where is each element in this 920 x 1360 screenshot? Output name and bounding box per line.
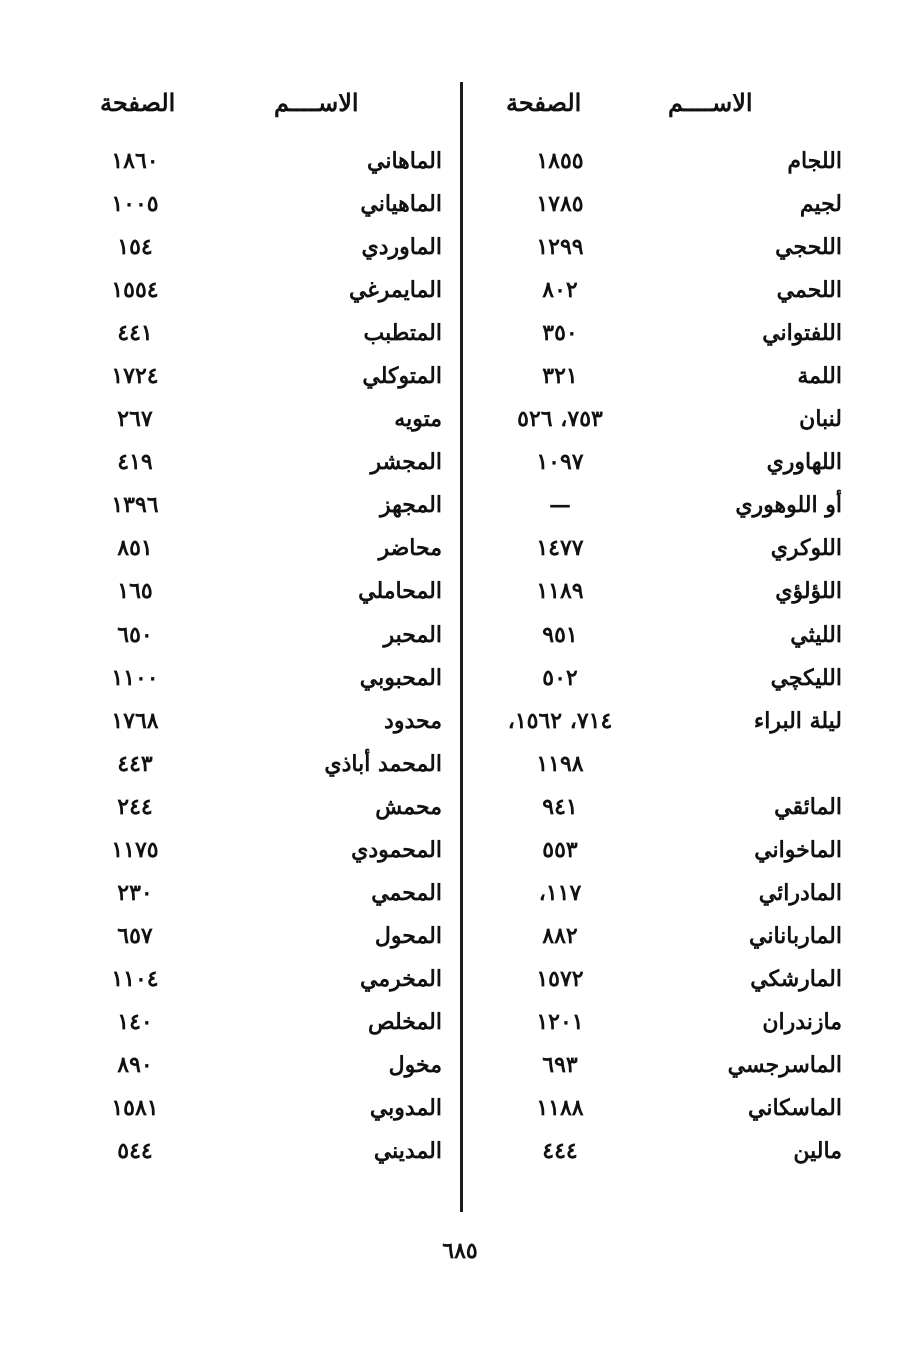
entry-page: ١٤٠ xyxy=(117,1008,153,1035)
entry-page: ٣٥٠ xyxy=(542,320,578,347)
entry-page: ٩٤١ xyxy=(542,793,578,820)
index-entry xyxy=(470,706,842,749)
entry-name: المحبوبي xyxy=(359,664,442,691)
entry-name: المايمرغي xyxy=(348,277,442,304)
right-name-header: الاســــم xyxy=(668,88,753,117)
left-name-header: الاســــم xyxy=(274,88,359,117)
entry-name: المديني xyxy=(373,1138,442,1165)
index-entry xyxy=(80,878,442,921)
entry-page: ٨٥١ xyxy=(117,535,153,562)
entry-name: اللوكري xyxy=(770,535,842,562)
index-entry xyxy=(470,663,842,706)
entry-name: المتوكلي xyxy=(362,363,442,390)
entry-page: ٨٠٢ xyxy=(542,277,578,304)
right-index-column xyxy=(470,146,842,1179)
index-entry xyxy=(80,792,442,835)
entry-name: الماهاني xyxy=(366,148,442,174)
entry-page: ٢٤٤ xyxy=(117,793,153,820)
index-entry xyxy=(80,232,442,275)
index-entry xyxy=(470,921,842,964)
index-entry xyxy=(470,1093,842,1136)
entry-name: متويه xyxy=(394,406,442,433)
entry-name: الماسرجسي xyxy=(727,1051,842,1078)
index-entry xyxy=(80,146,442,189)
index-entry xyxy=(80,1007,442,1050)
entry-page: ٦٩٣ xyxy=(542,1051,578,1078)
entry-name: الليثي xyxy=(790,621,842,648)
entry-page: ١٠٩٧ xyxy=(536,449,584,476)
entry-name: مخول xyxy=(388,1051,442,1078)
entry-name: مازندران xyxy=(762,1008,842,1035)
entry-name: محمش xyxy=(375,793,442,820)
left-page-header: الصفحة xyxy=(100,88,176,117)
entry-name: محدود xyxy=(384,707,442,734)
index-entry xyxy=(80,361,442,404)
index-entry xyxy=(80,1136,442,1179)
entry-page: ١٦٥ xyxy=(117,578,153,605)
index-entry xyxy=(470,620,842,663)
entry-name: اللمة xyxy=(797,363,842,390)
entry-page: ١٨٥٥ xyxy=(536,148,584,174)
entry-name: المجهز xyxy=(379,492,442,519)
entry-page: ٤٤٣ xyxy=(117,750,153,777)
index-entry xyxy=(470,835,842,878)
entry-page: ١١٨٩ xyxy=(536,578,584,605)
entry-page: ٦٥٧ xyxy=(117,922,153,949)
entry-page: ٩٥١ xyxy=(542,621,578,648)
entry-page: ١١٠٤ xyxy=(111,965,159,992)
entry-page: ١١٧٥ xyxy=(111,836,159,863)
index-entry xyxy=(470,1136,842,1179)
entry-page: ٥٠٢ xyxy=(542,664,578,691)
entry-name: المدوبي xyxy=(369,1095,442,1122)
entry-page: ٨٩٠ xyxy=(117,1051,153,1078)
entry-page: ٢٣٠ xyxy=(117,879,153,906)
index-entry xyxy=(80,1093,442,1136)
index-entry xyxy=(470,878,842,921)
entry-name: اللحجي xyxy=(775,234,842,261)
entry-name: المحمودي xyxy=(351,836,442,863)
index-entry xyxy=(80,620,442,663)
entry-name: الماسكاني xyxy=(748,1095,842,1122)
entry-page: ٤٤١ xyxy=(117,320,153,347)
entry-page: ٧١٤، ١٥٦٢، xyxy=(507,707,613,734)
entry-page: ٣٢١ xyxy=(542,363,578,390)
entry-name: المائقي xyxy=(774,793,842,820)
entry-name: لنبان xyxy=(799,406,842,433)
index-entry xyxy=(470,1007,842,1050)
entry-page: ١١٧، xyxy=(538,879,582,906)
index-entry xyxy=(470,275,842,318)
entry-page: ١٧٢٤ xyxy=(111,363,159,390)
index-entry xyxy=(80,533,442,576)
entry-name: الماخواني xyxy=(754,836,842,863)
index-entry xyxy=(80,663,442,706)
entry-page: ٥٥٣ xyxy=(542,836,578,863)
index-entry xyxy=(80,835,442,878)
entry-page: ١٥٧٢ xyxy=(536,965,584,992)
entry-name: لجيم xyxy=(799,191,842,218)
entry-name: الماهياني xyxy=(360,191,442,218)
index-entry xyxy=(470,533,842,576)
index-entry xyxy=(470,447,842,490)
entry-page: ١٢٩٩ xyxy=(536,234,584,261)
index-entry xyxy=(470,576,842,619)
entry-name: اللؤلؤي xyxy=(775,578,842,605)
index-entry xyxy=(80,189,442,232)
entry-name: المادرائي xyxy=(758,879,842,906)
entry-page: ١٨٦٠ xyxy=(111,148,159,174)
entry-name: المحمد أباذي xyxy=(324,750,442,777)
right-page-header: الصفحة xyxy=(506,88,582,117)
entry-page: ٨٨٢ xyxy=(542,922,578,949)
entry-name: المحاملي xyxy=(358,578,442,605)
entry-page: ٤١٩ xyxy=(117,449,153,476)
index-entry xyxy=(80,490,442,533)
index-entry xyxy=(80,404,442,447)
entry-page: ١١٨٨ xyxy=(536,1095,584,1122)
entry-name: المحول xyxy=(374,922,442,949)
entry-page: ١٥٨١ xyxy=(111,1095,159,1122)
entry-page: ١٤٧٧ xyxy=(536,535,584,562)
entry-page: ١٣٩٦ xyxy=(111,492,159,519)
entry-page: ٢٦٧ xyxy=(117,406,153,433)
entry-name: المتطبب xyxy=(363,320,442,347)
entry-name: أو اللوهوري xyxy=(735,492,842,519)
index-entry xyxy=(80,749,442,792)
entry-page: ١٢٠١ xyxy=(536,1008,584,1035)
entry-page: ١٧٨٥ xyxy=(536,191,584,218)
entry-page: ٥٤٤ xyxy=(117,1138,153,1165)
index-entry xyxy=(80,706,442,749)
entry-name: مالين xyxy=(793,1138,842,1165)
entry-page: ١٠٠٥ xyxy=(111,191,159,218)
index-entry xyxy=(80,921,442,964)
index-entry xyxy=(80,275,442,318)
entry-name: المحبر xyxy=(383,621,442,648)
entry-name: ليلة البراء xyxy=(753,707,842,734)
index-entry xyxy=(470,232,842,275)
index-entry xyxy=(470,1050,842,1093)
index-entry xyxy=(470,361,842,404)
entry-name: الليكچي xyxy=(770,664,842,691)
entry-name: الماوردي xyxy=(361,234,442,261)
entry-name: محاضر xyxy=(378,535,442,562)
index-entry xyxy=(470,189,842,232)
index-entry xyxy=(470,964,842,1007)
index-entry xyxy=(470,146,842,189)
entry-name: المارباناني xyxy=(749,922,842,949)
entry-name: اللهاوري xyxy=(766,449,842,476)
entry-name: المخرمي xyxy=(360,965,442,992)
index-entry xyxy=(470,792,842,835)
entry-page: ١٧٦٨ xyxy=(111,707,159,734)
index-entry xyxy=(80,964,442,1007)
entry-page: ١٥٥٤ xyxy=(111,277,159,304)
index-entry xyxy=(80,447,442,490)
index-entry xyxy=(470,490,842,533)
page-number: ٦٨٥ xyxy=(442,1238,478,1264)
index-entry xyxy=(80,576,442,619)
entry-name: المحمي xyxy=(371,879,442,906)
entry-name: اللجام xyxy=(787,148,842,174)
index-entry xyxy=(470,404,842,447)
entry-name: المارشكي xyxy=(750,965,842,992)
entry-name: المخلص xyxy=(368,1008,442,1035)
entry-page: ٧٥٣، ٥٢٦ xyxy=(517,406,603,433)
entry-page: ١١٩٨ xyxy=(536,750,584,777)
index-entry xyxy=(80,318,442,361)
index-entry xyxy=(470,318,842,361)
entry-page: — xyxy=(549,492,571,519)
left-index-column xyxy=(80,146,442,1179)
entry-page: ٦٥٠ xyxy=(117,621,153,648)
entry-page: ١١٠٠ xyxy=(111,664,159,691)
entry-name: اللفتواني xyxy=(762,320,842,347)
entry-name: المجشر xyxy=(370,449,442,476)
index-entry xyxy=(80,1050,442,1093)
entry-page: ١٥٤ xyxy=(117,234,153,261)
entry-page: ٤٤٤ xyxy=(542,1138,578,1165)
entry-name: اللحمي xyxy=(776,277,842,304)
index-entry xyxy=(470,749,842,792)
column-divider xyxy=(460,82,463,1212)
